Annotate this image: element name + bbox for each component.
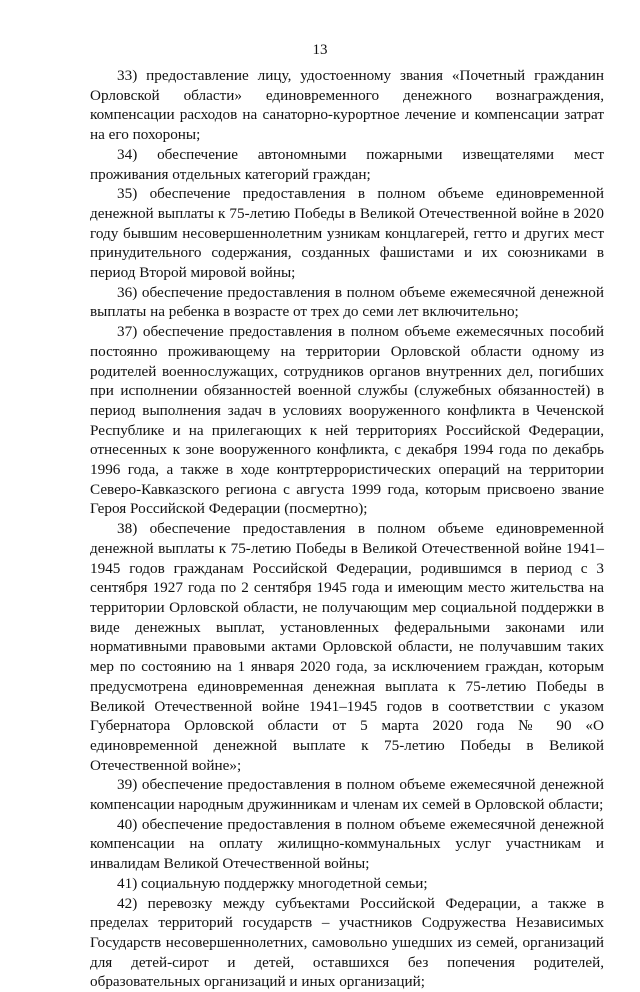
- list-item-34: 34) обеспечение автономными пожарными извещателями мест проживания отдельных категорий граждан;: [90, 145, 604, 183]
- list-item-38: 38) обеспечение предоставления в полном объеме единовременной денежной выплаты к 75-летию Победы в Великой Отечественной войне 1941–1945 годов гражданам Российской Федерации, родившимся в период с 3 сентября 1927 года по 2 сентября 1945 года и имеющим место жительства на территории Орловской области, не получающим мер социальной поддержки в виде денежных выплат, установленных федеральными законами или нормативными правовыми актами Орловской области, не получавшим таких мер по состоянию на 1 января 2020 года, за исключением граждан, которым предусмотрена единовременная денежная выплата к 75-летию Победы в Великой Отечественной войне 1941–1945 годов в соответствии с указом Губернатора Орловской области от 5 марта 2020 года № 90 «О единовременной денежной выплате к 75-летию Победы в Великой Отечественной войне»;: [90, 520, 604, 774]
- list-item-33: 33) предоставление лицу, удостоенному звания «Почетный гражданин Орловской области» единовременного денежного вознаграждения, компенсации расходов на санаторно-курортное лечение и компенсации затрат на его похороны;: [90, 67, 604, 144]
- page-number: 13: [312, 42, 328, 58]
- list-item-41: 41) социальную поддержку многодетной семьи;: [117, 874, 428, 892]
- list-item-37: 37) обеспечение предоставления в полном объеме ежемесячных пособий постоянно проживающему на территории Орловской области одному из родителей военнослужащих, сотрудников органов внутренних дел, погибших при исполнении обязанностей военной службы (служебных обязанностей) в период выполнения задач в условиях вооруженного конфликта в Чеченской Республике и на прилегающих к ней территориях Российской Федерации, отнесенных к зоне вооруженного конфликта, с декабря 1994 года по декабрь 1996 года, а также в ходе контртеррористических операций на территории Северо-Кавказского региона с августа 1999 года, которым присвоено звание Героя Российской Федерации (посмертно);: [90, 323, 604, 518]
- list-item-36: 36) обеспечение предоставления в полном объеме ежемесячной денежной выплаты на ребенка в возрасте от трех до семи лет включительно;: [90, 283, 604, 321]
- list-item-40: 40) обеспечение предоставления в полном объеме ежемесячной денежной компенсации на оплату жилищно-коммунальных услуг участникам и инвалидам Великой Отечественной войны;: [90, 815, 604, 873]
- list-item-42: 42) перевозку между субъектами Российской Федерации, а также в пределах территорий государств – участников Содружества Независимых Государств несовершеннолетних, самовольно ушедших из семей, организаций для детей-сирот и детей, оставшихся без попечения родителей, образовательных организаций и иных организаций;: [90, 894, 604, 991]
- list-item-35: 35) обеспечение предоставления в полном объеме единовременной денежной выплаты к 75-летию Победы в Великой Отечественной войне в 2020 году бывшим несовершеннолетним узникам концлагерей, гетто и других мест принудительного содержания, созданных фашистами и их союзниками в период Второй мировой войны;: [90, 185, 604, 282]
- list-item-39: 39) обеспечение предоставления в полном объеме ежемесячной денежной компенсации народным дружинникам и членам их семей в Орловской области;: [90, 776, 604, 814]
- document-body: [90, 66, 604, 992]
